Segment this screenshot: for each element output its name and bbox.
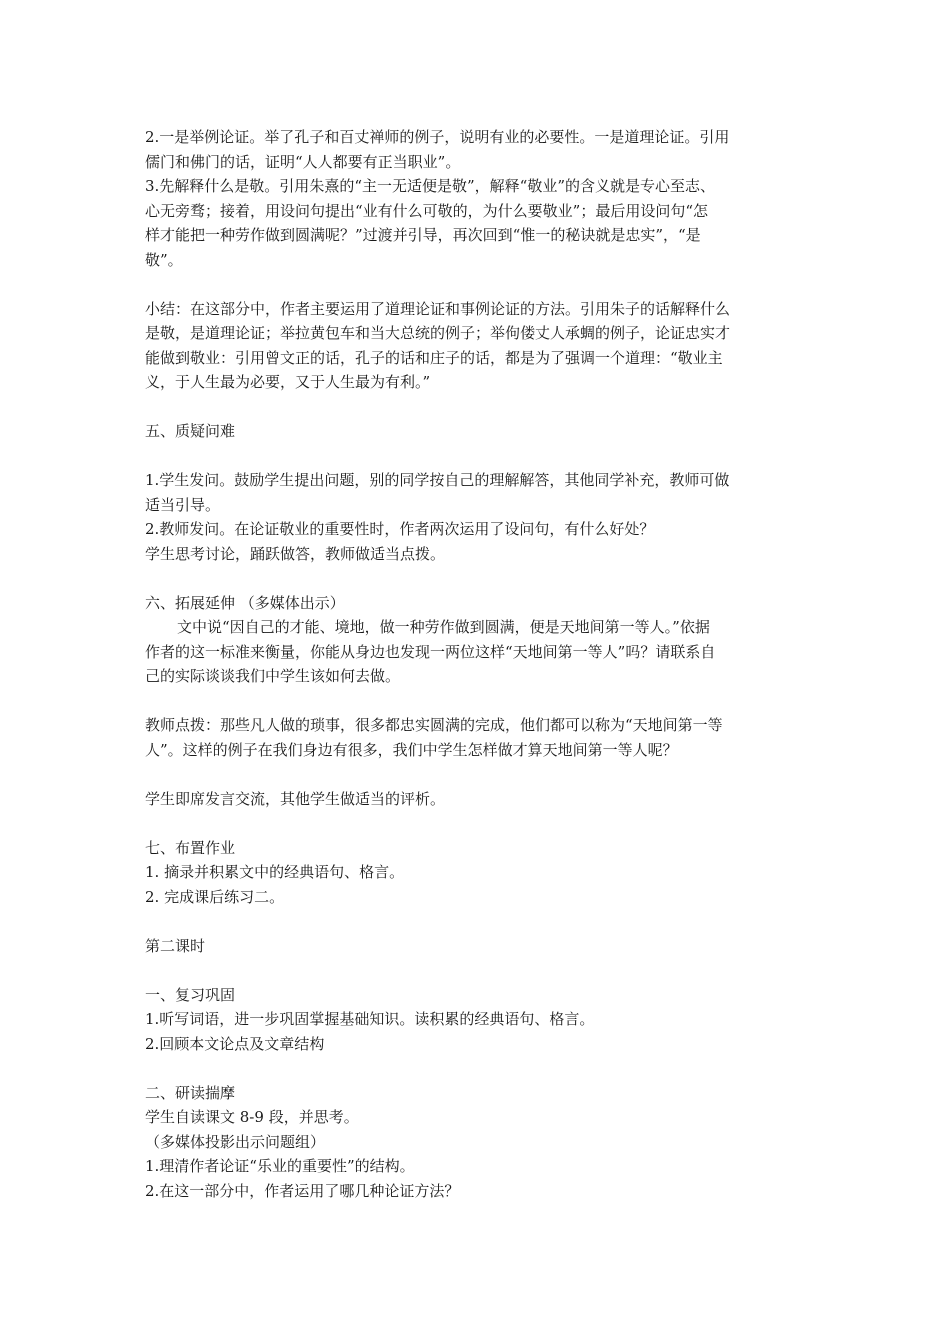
text-line: 2.一是举例论证。举了孔子和百丈禅师的例子，说明有业的必要性。一是道理论证。引用 [145, 128, 730, 146]
text-line: 七、布置作业 [145, 838, 236, 857]
blank-line [145, 689, 815, 714]
document-body [145, 125, 815, 1203]
text-line: 文中说“因自己的才能、境地，做一种劳作做到圆满，便是天地间第一等人。”依据 [177, 618, 710, 636]
text-line: 是敬，是道理论证；举拉黄包车和当大总统的例子；举佝偻丈人承蜩的例子，论证忠实才 [145, 324, 731, 342]
text-line: 一、复习巩固 [145, 985, 236, 1004]
text-line: 人”。这样的例子在我们身边有很多，我们中学生怎样做才算天地间第一等人呢？ [145, 740, 678, 759]
text-line: 五、质疑问难 [145, 422, 236, 440]
text-line: 心无旁骛；接着，用设问句提出“业有什么可敬的，为什么要敬业”；最后用设问句“怎 [145, 201, 709, 220]
text-line: 1.听写词语，进一步巩固掌握基础知识。读积累的经典语句、格言。 [145, 1010, 595, 1028]
blank-line [145, 958, 815, 983]
text-line: 能做到敬业：引用曾文正的话，孔子的话和庄子的话，都是为了强调一个道理：“敬业主 [145, 348, 723, 367]
text-line: 儒门和佛门的话，证明“人人都要有正当职业”。 [145, 152, 461, 171]
text-line: 样才能把一种劳作做到圆满呢？”过渡并引导，再次回到“惟一的秘诀就是忠实”，“是 [145, 226, 701, 244]
blank-line [145, 272, 815, 297]
text-line: 敬”。 [145, 250, 183, 269]
text-line: 义，于人生最为必要，又于人生最为有利。” [145, 373, 431, 391]
text-line: 第二课时 [145, 936, 206, 955]
text-line: 3.先解释什么是敬。引用朱熹的“主一无适便是敬”，解释“敬业”的含义就是专心至志、 [145, 177, 715, 195]
text-line: 学生即席发言交流，其他学生做适当的评析。 [145, 789, 446, 808]
text-line: 2.在这一部分中，作者运用了哪几种论证方法？ [145, 1181, 460, 1200]
text-line: 2. 完成课后练习二。 [145, 887, 285, 906]
text-line: 学生自读课文 8-9 段，并思考。 [145, 1108, 359, 1126]
text-line: 六、拓展延伸 （多媒体出示） [145, 593, 345, 612]
text-line: 小结：在这部分中，作者主要运用了道理论证和事例论证的方法。引用朱子的话解释什么 [145, 299, 731, 318]
text-line: 己的实际谈谈我们中学生该如何去做。 [145, 667, 401, 685]
text-line: 1.学生发问。鼓励学生提出问题，别的同学按自己的理解解答，其他同学补充，教师可做 [145, 471, 730, 489]
text-line: 二、研读揣摩 [145, 1083, 236, 1102]
blank-line [145, 811, 815, 836]
text-line: 教师点拨：那些凡人做的琐事，很多都忠实圆满的完成，他们都可以称为“天地间第一等 [145, 716, 723, 734]
blank-line [145, 444, 815, 469]
blank-line [145, 762, 815, 787]
blank-line [145, 566, 815, 591]
blank-line [145, 1056, 815, 1081]
text-line: 学生思考讨论，踊跃做答，教师做适当点拨。 [145, 544, 446, 563]
blank-line [145, 909, 815, 934]
text-line: 1.理清作者论证“乐业的重要性”的结构。 [145, 1157, 415, 1175]
text-line: 适当引导。 [145, 495, 221, 514]
text-line: 作者的这一标准来衡量，你能从身边也发现一两位这样“天地间第一等人”吗？请联系自 [145, 642, 716, 661]
blank-line [145, 395, 815, 420]
text-line: （多媒体投影出示问题组） [145, 1132, 326, 1151]
text-line: 1. 摘录并积累文中的经典语句、格言。 [145, 863, 405, 881]
text-line: 2.教师发问。在论证敬业的重要性时，作者两次运用了设问句，有什么好处？ [145, 520, 655, 538]
text-line: 2.回顾本文论点及文章结构 [145, 1034, 325, 1053]
